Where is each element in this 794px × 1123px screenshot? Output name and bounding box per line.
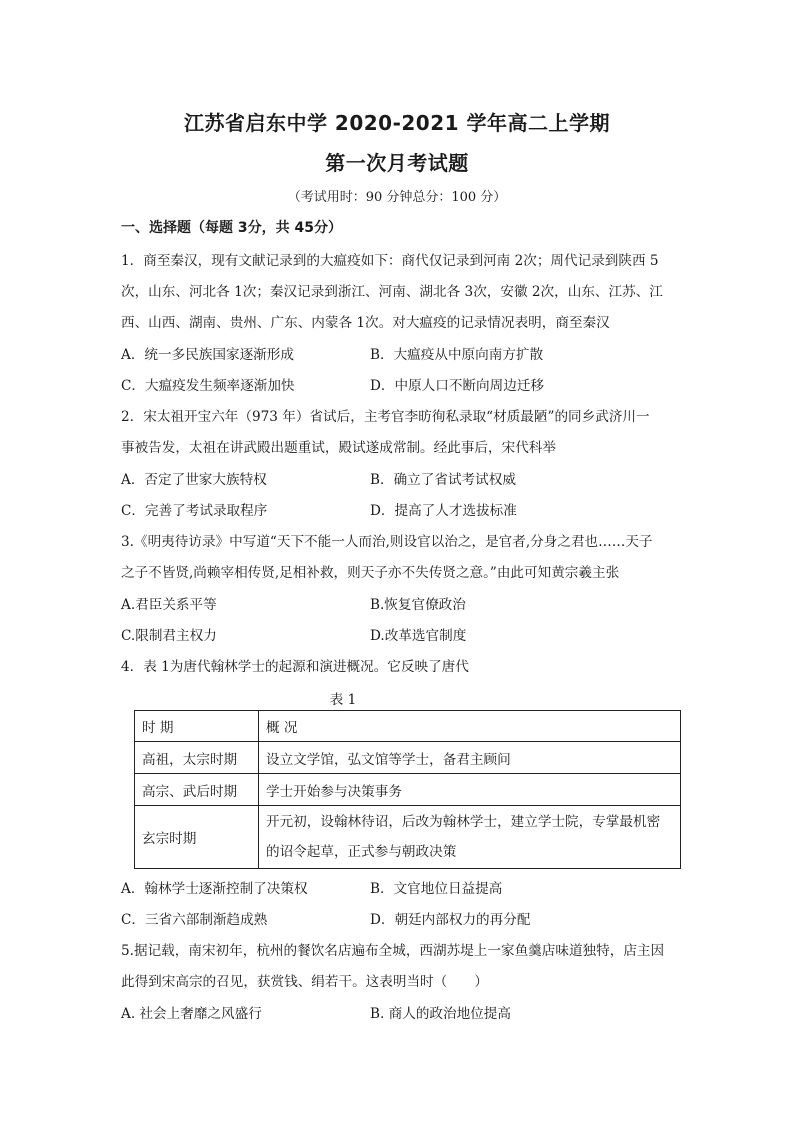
q2-option-b[interactable]: B．确立了省试考试权威 — [370, 472, 516, 488]
q2-option-c[interactable]: C．完善了考试录取程序 — [121, 503, 268, 519]
q3-line-2: 之子不皆贤,尚赖宰相传贤,足相补救，则天子亦不失传贤之意。”由此可知黄宗羲主张 — [121, 565, 620, 581]
table-row — [135, 774, 681, 806]
q2-option-d[interactable]: D．提高了人才选拔标准 — [370, 503, 517, 519]
q2-option-a[interactable]: A．否定了世家大族特权 — [121, 472, 267, 488]
table-header-overview: 概 况 — [259, 711, 681, 742]
table-cell-overview: 学士开始参与决策事务 — [259, 774, 681, 806]
exam-subtitle: 第一次月考试题 — [325, 151, 469, 175]
q5-line-2: 此得到宋高宗的召见，获赏钱、绢若干。这表明当时（ ） — [121, 974, 489, 990]
table-cell-overview: 设立文学馆，弘文馆等学士，备君主顾问 — [259, 742, 681, 774]
q2-line-2: 事被告发，太祖在讲武殿出题重试，殿试遂成常制。经此事后，宋代科举 — [121, 440, 556, 456]
q3-option-a[interactable]: A.君臣关系平等 — [121, 597, 217, 613]
q4-line-1: 4．表 1为唐代翰林学士的起源和演进概况。它反映了唐代 — [121, 659, 469, 675]
q4-table — [134, 710, 681, 869]
q1-line-1: 1．商至秦汉，现有文献记录到的大瘟疫如下：商代仅记录到河南 2次；周代记录到陕西 5 — [121, 253, 659, 269]
q1-line-3: 西、山西、湖南、贵州、广东、内蒙各 1次。对大瘟疫的记录情况表明，商至秦汉 — [121, 315, 610, 331]
q3-option-b[interactable]: B.恢复官僚政治 — [370, 597, 466, 613]
table-cell-period: 玄宗时期 — [135, 806, 259, 869]
table-cell-overview-line-1: 开元初，设翰林待诏，后改为翰林学士，建立学士院，专掌最机密 — [266, 814, 661, 830]
q3-option-c[interactable]: C.限制君主权力 — [121, 628, 217, 644]
q1-option-b[interactable]: B．大瘟疫从中原向南方扩散 — [370, 347, 544, 363]
q3-option-d[interactable]: D.改革选官制度 — [370, 628, 467, 644]
q1-line-2: 次，山东、河北各 1次；秦汉记录到浙江、河南、湖北各 3次，安徽 2次，山东、江苏、江 — [121, 284, 663, 300]
q1-option-a[interactable]: A．统一多民族国家逐渐形成 — [121, 347, 294, 363]
table-cell-period: 高祖，太宗时期 — [135, 742, 259, 774]
table-row — [135, 806, 681, 869]
q2-line-1: 2．宋太祖开宝六年（973 年）省试后，主考官李昉徇私录取“材质最陋”的同乡武济川一 — [121, 409, 650, 425]
q5-line-1: 5.据记载，南宋初年，杭州的餐饮名店遍布全城，西湖苏堤上一家鱼羹店味道独特，店主因 — [121, 943, 665, 959]
q5-option-b[interactable]: B. 商人的政治地位提高 — [370, 1006, 511, 1022]
q1-option-d[interactable]: D．中原人口不断向周边迁移 — [370, 378, 545, 394]
q4-option-a[interactable]: A．翰林学士逐渐控制了决策权 — [121, 881, 308, 897]
table-cell-overview — [259, 806, 681, 869]
table-header-period: 时 期 — [135, 711, 259, 742]
table-header-row — [135, 711, 681, 742]
table-cell-period: 高宗、武后时期 — [135, 774, 259, 806]
q4-option-d[interactable]: D．朝廷内部权力的再分配 — [370, 912, 531, 928]
table-cell-overview-line-2: 的诏令起草，正式参与朝政决策 — [266, 844, 457, 860]
section-heading: 一、选择题（每题 3分，共 45分） — [121, 220, 342, 236]
q4-option-b[interactable]: B．文官地位日益提高 — [370, 881, 503, 897]
exam-title: 江苏省启东中学 2020-2021 学年高二上学期 — [183, 111, 611, 135]
q3-line-1: 3.《明夷待访录》中写道“天下不能一人而治,则设官以治之，是官者,分身之君也……天子 — [121, 534, 653, 550]
table-row — [135, 742, 681, 774]
exam-meta: （考试用时：90 分钟总分：100 分） — [287, 190, 507, 205]
q4-option-c[interactable]: C．三省六部制渐趋成熟 — [121, 912, 268, 928]
q5-option-a[interactable]: A. 社会上奢靡之风盛行 — [121, 1006, 262, 1022]
q1-option-c[interactable]: C．大瘟疫发生频率逐渐加快 — [121, 378, 295, 394]
table-caption: 表 1 — [329, 692, 357, 708]
